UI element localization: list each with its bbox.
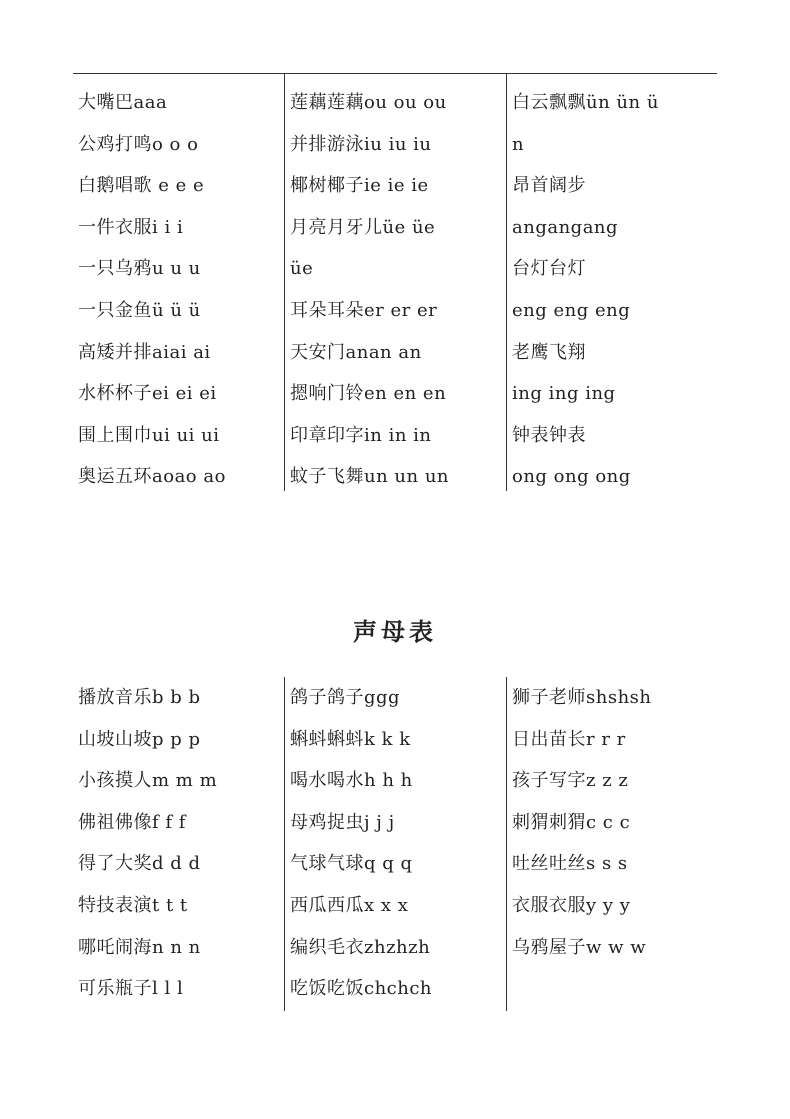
table-line: 哪吒闹海n n n [78, 936, 201, 958]
vowel-table [73, 73, 717, 491]
table-line: 鸽子鸽子ggg [290, 687, 401, 708]
table-line: 大嘴巴aaa [78, 92, 168, 113]
table-line: 刺猬刺猬c c c [512, 811, 631, 833]
vowel-column-2 [284, 74, 507, 491]
table-line: 蝌蚪蝌蚪k k k [290, 728, 411, 750]
table-line: 天安门anan an [290, 341, 422, 363]
table-line: angangang [512, 216, 619, 238]
table-line: 老鹰飞翔 [512, 341, 586, 363]
table-line: 播放音乐b b b [78, 687, 201, 708]
table-line: 孩子写字z z z [512, 770, 629, 792]
table-line: n [512, 133, 525, 155]
initials-title: 声母表 [353, 617, 437, 646]
initials-column-3 [506, 677, 718, 1011]
table-line: 钟表钟表 [512, 424, 586, 446]
table-line: 日出苗长r r r [512, 728, 626, 750]
table-line: 得了大奖d d d [78, 853, 201, 875]
table-line: 椰树椰子ie ie ie [290, 175, 429, 197]
table-line: 西瓜西瓜x x x [290, 894, 409, 916]
table-line: 一只乌鸦u u u [78, 258, 201, 280]
table-line: 公鸡打鸣o o o [78, 133, 199, 155]
vowel-column-1 [73, 74, 284, 491]
table-line: eng eng eng [512, 299, 631, 321]
table-line: 佛祖佛像f f f [78, 811, 186, 833]
table-line: 围上围巾ui ui ui [78, 424, 220, 446]
table-line: ing ing ing [512, 383, 616, 405]
table-line: 莲藕莲藕ou ou ou [290, 92, 447, 113]
table-line: 蚊子飞舞un un un [290, 466, 449, 488]
table-line: 特技表演t t t [78, 894, 188, 916]
table-line: 摁响门铃en en en [290, 383, 447, 405]
table-line: 奥运五环aoao ao [78, 466, 226, 488]
table-line: 耳朵耳朵er er er [290, 299, 438, 321]
table-line: 母鸡捉虫j j j [290, 811, 395, 833]
table-line: ong ong ong [512, 466, 631, 488]
table-line: 印章印字in in in [290, 424, 432, 446]
table-line: 可乐瓶子l l l [78, 978, 184, 1000]
table-line: 高矮并排aiai ai [78, 341, 211, 363]
table-line: 山坡山坡p p p [78, 728, 201, 750]
table-line: 一件衣服i i i [78, 216, 184, 238]
table-line: 昂首阔步 [512, 175, 586, 197]
table-line: 吐丝吐丝s s s [512, 853, 628, 875]
table-line: 一只金鱼ü ü ü [78, 299, 201, 321]
table-line: 并排游泳iu iu iu [290, 133, 432, 155]
table-line: 狮子老师shshsh [512, 687, 652, 708]
initials-column-1 [73, 677, 284, 1011]
table-line: 台灯台灯 [512, 258, 586, 280]
table-line: 白鹅唱歌 e e e [78, 175, 205, 197]
table-line: 水杯杯子ei ei ei [78, 383, 217, 405]
table-line: üe [290, 258, 314, 280]
vowel-column-3 [506, 74, 718, 491]
table-line: 气球气球q q q [290, 853, 413, 875]
table-line: 乌鸦屋子w w w [512, 936, 647, 958]
table-line: 喝水喝水h h h [290, 770, 413, 792]
table-line: 衣服衣服y y y [512, 894, 631, 916]
initials-table [73, 677, 717, 1011]
table-line: 编织毛衣zhzhzh [290, 936, 431, 958]
initials-column-2 [284, 677, 507, 1011]
table-line: 月亮月牙儿üe üe [290, 216, 436, 238]
table-line: 白云飘飘ün ün ü [512, 92, 659, 113]
table-line: 小孩摸人m m m [78, 770, 218, 792]
table-line: 吃饭吃饭chchch [290, 978, 433, 1000]
